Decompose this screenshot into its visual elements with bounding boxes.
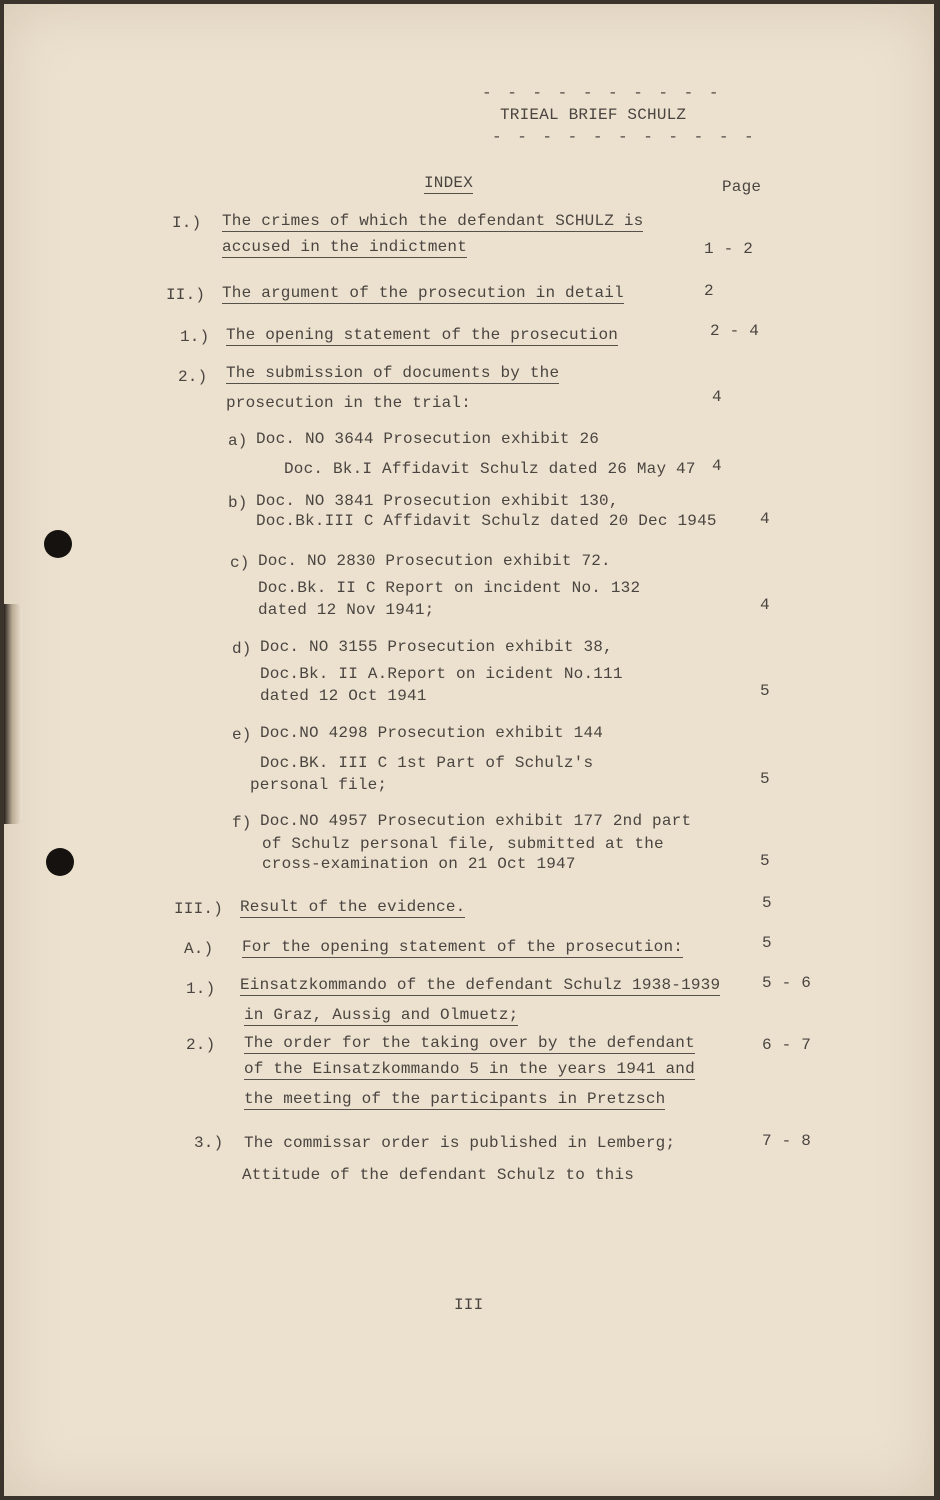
page-number: III: [454, 1296, 484, 1314]
entry-line: The order for the taking over by the defendant: [244, 1034, 695, 1052]
entry-page: 4: [760, 510, 770, 528]
punch-hole-upper: [44, 530, 72, 558]
entry-line: the meeting of the participants in Pretzsch: [244, 1090, 666, 1108]
entry-number: I.): [172, 214, 202, 232]
entry-page: 5 - 6: [762, 974, 812, 992]
entry-number: b): [228, 494, 248, 512]
entry-number: 1.): [180, 328, 210, 346]
entry-line: The submission of documents by the: [226, 364, 560, 382]
entry-line: Doc.NO 4298 Prosecution exhibit 144: [260, 724, 604, 742]
entry-page: 4: [712, 457, 722, 475]
entry-line: Doc.BK. III C 1st Part of Schulz's: [260, 754, 594, 772]
entry-number: f): [232, 814, 252, 832]
entry-line: Doc. NO 3644 Prosecution exhibit 26: [256, 430, 600, 448]
entry-line: Doc. Bk.I Affidavit Schulz dated 26 May 47: [284, 460, 696, 478]
entry-line: Doc.NO 4957 Prosecution exhibit 177 2nd part: [260, 812, 692, 830]
entry-line: of Schulz personal file, submitted at the: [262, 835, 664, 853]
entry-line: Attitude of the defendant Schulz to this: [242, 1166, 635, 1184]
entry-number: 2.): [178, 368, 208, 386]
entry-number: a): [228, 432, 248, 450]
entry-number: 2.): [186, 1036, 216, 1054]
header-dashes-bottom: - - - - - - - - - - -: [492, 128, 757, 146]
entry-page: 1 - 2: [704, 240, 754, 258]
entry-line: For the opening statement of the prosecution:: [242, 938, 684, 956]
entry-line: Doc.Bk. II C Report on incident No. 132: [258, 579, 641, 597]
entry-line: of the Einsatzkommando 5 in the years 1941 and: [244, 1060, 695, 1078]
entry-line: Doc. NO 3841 Prosecution exhibit 130,: [256, 492, 619, 510]
page-column-label: Page: [722, 178, 762, 196]
entry-line: cross-examination on 21 Oct 1947: [262, 855, 576, 873]
entry-line: dated 12 Oct 1941: [260, 687, 427, 705]
entry-page: 5: [762, 934, 772, 952]
entry-number: c): [230, 554, 250, 572]
entry-line: prosecution in the trial:: [226, 394, 472, 412]
entry-page: 4: [760, 596, 770, 614]
entry-page: 5: [762, 894, 772, 912]
entry-line: Doc.Bk. II A.Report on icident No.111: [260, 665, 623, 683]
entry-page: 2 - 4: [710, 322, 760, 340]
entry-line: The commissar order is published in Lemberg;: [244, 1134, 676, 1152]
index-heading: INDEX: [424, 174, 474, 192]
entry-page: 4: [712, 388, 722, 406]
entry-number: e): [232, 726, 252, 744]
entry-line: personal file;: [250, 776, 388, 794]
entry-line: Einsatzkommando of the defendant Schulz 1938-1939: [240, 976, 721, 994]
entry-page: 5: [760, 852, 770, 870]
entry-page: 5: [760, 682, 770, 700]
document-title: TRIEAL BRIEF SCHULZ: [500, 106, 687, 124]
entry-number: II.): [166, 286, 206, 304]
header-dashes-top: - - - - - - - - - -: [482, 84, 722, 102]
document-page: [4, 4, 934, 1496]
entry-line: The opening statement of the prosecution: [226, 326, 619, 344]
entry-number: d): [232, 640, 252, 658]
entry-line: dated 12 Nov 1941;: [258, 601, 435, 619]
entry-line: The crimes of which the defendant SCHULZ is: [222, 212, 644, 230]
entry-line: The argument of the prosecution in detail: [222, 284, 624, 302]
entry-page: 5: [760, 770, 770, 788]
entry-line: Result of the evidence.: [240, 898, 466, 916]
entry-page: 2: [704, 282, 714, 300]
entry-line: Doc. NO 3155 Prosecution exhibit 38,: [260, 638, 613, 656]
entry-line: accused in the indictment: [222, 238, 468, 256]
torn-edge: [4, 604, 22, 824]
entry-number: III.): [174, 900, 224, 918]
entry-line: Doc. NO 2830 Prosecution exhibit 72.: [258, 552, 611, 570]
entry-number: A.): [184, 940, 214, 958]
entry-number: 3.): [194, 1134, 224, 1152]
entry-number: 1.): [186, 980, 216, 998]
entry-line: in Graz, Aussig and Olmuetz;: [244, 1006, 519, 1024]
entry-page: 6 - 7: [762, 1036, 812, 1054]
entry-line: Doc.Bk.III C Affidavit Schulz dated 20 Dec 1945: [256, 512, 717, 530]
punch-hole-lower: [46, 848, 74, 876]
entry-page: 7 - 8: [762, 1132, 812, 1150]
